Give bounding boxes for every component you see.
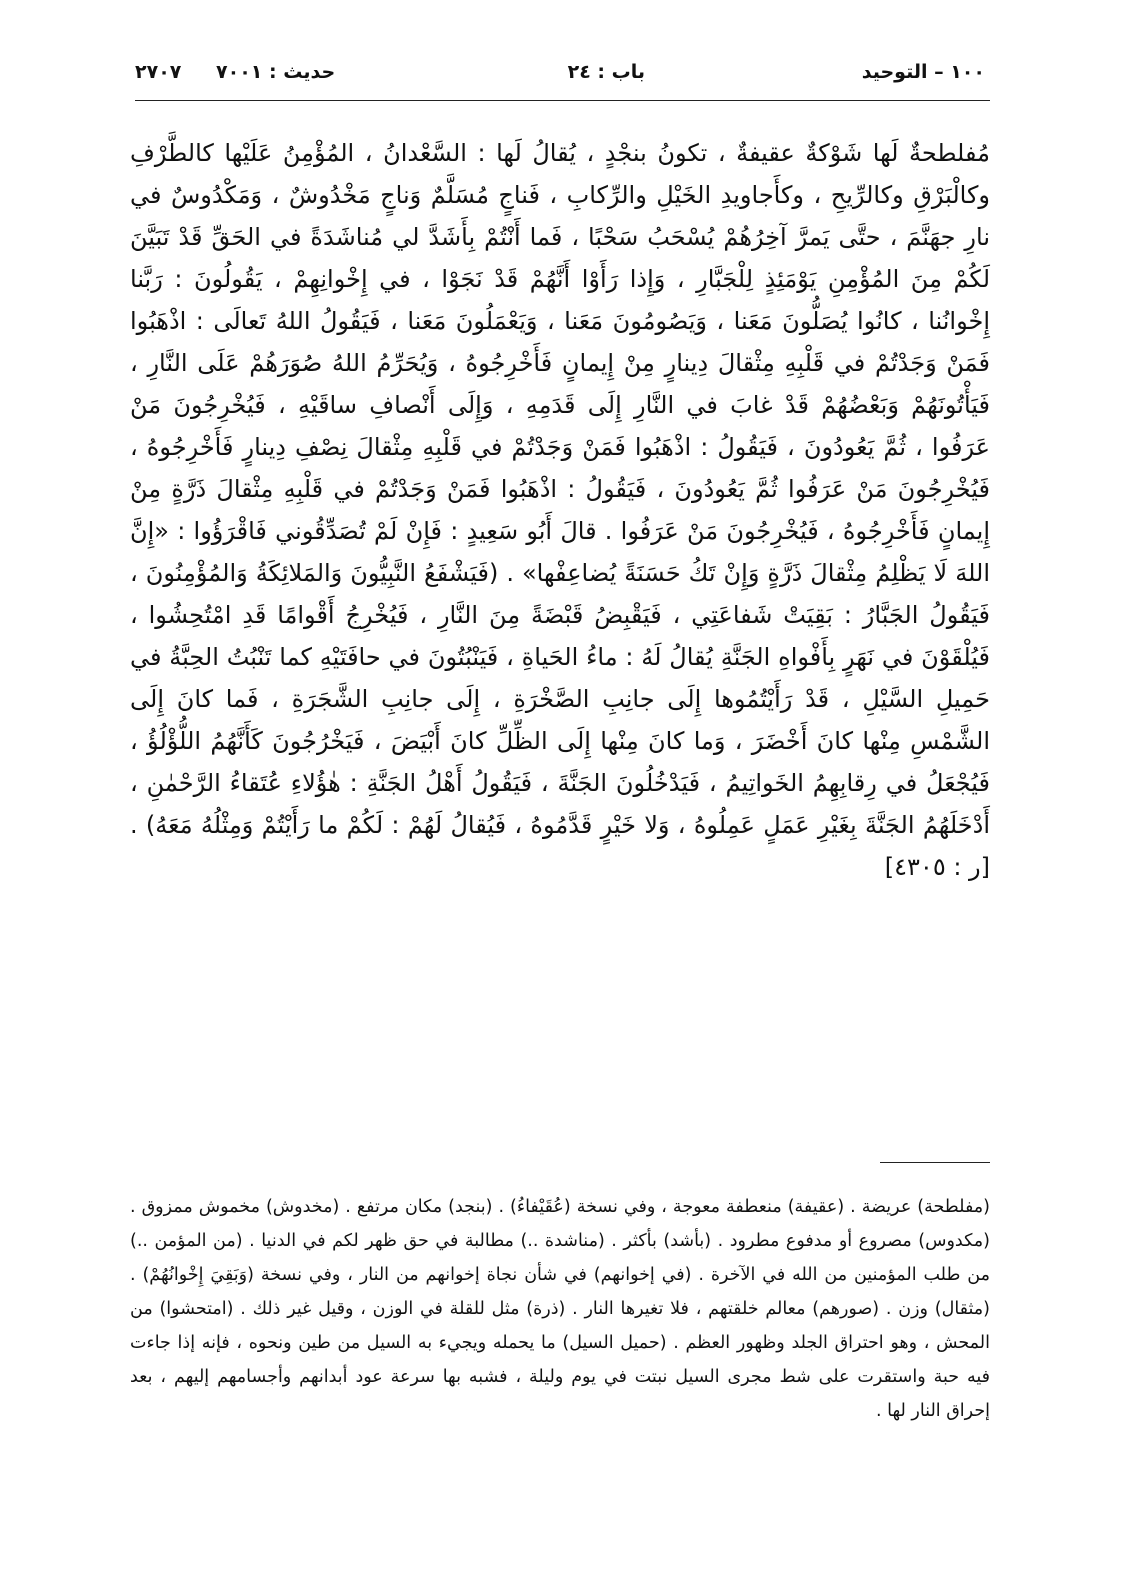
hadith-text: مُفلطحةٌ لَها شَوْكةٌ عقيفةٌ ، تكونُ بنجْدٍ ، يُقالُ لَها : السَّعْدانُ ، المُؤْمِنُ عَلَيْها كالطَّرْفِ وكالْبَرْقِ وكالرِّيحِ ، وكأَجاويدِ الخَيْلِ والرِّكابِ ، فَناجٍ مُسَلَّمٌ وَناجٍ مَخْدُوشٌ ، وَمَكْدُوسٌ في نارِ جهَنَّمَ ، حتَّى يَمرَّ آخِرُهُمْ يُسْحَبُ سَحْبًا ، فَما أَنْتُمْ بِأَشَدَّ لي مُناشَدَةً في الحَقِّ قَدْ تَبَيَّنَ لَكُمْ مِنَ المُؤْمِنِ يَوْمَئِذٍ لِلْجَبَّارِ ، وَإِذا رَأَوْا أَنَّهُمْ قَدْ نَجَوْا ، في إِخْوانِهِمْ ، يَقُولُونَ : رَبَّنا إِخْوانُنا ، كانُوا يُصَلُّونَ مَعَنا ، وَيَصُومُونَ مَعَنا ، وَيَعْمَلُونَ مَعَنا ، فَيَقُولُ اللهُ تَعالَى : اذْهَبُوا فَمَنْ وَجَدْتُمْ في قَلْبِهِ مِثْقالَ دِينارٍ مِنْ إِيمانٍ فَأَخْرِجُوهُ ، وَيُحَرِّمُ اللهُ صُوَرَهُمْ عَلَى النَّارِ ، فَيَأْتُونَهُمْ وَبَعْضُهُمْ قَدْ غابَ في النَّارِ إِلَى قَدَمِهِ ، وَإِلَى أَنْصافِ ساقَيْهِ ، فَيُخْرِجُونَ مَنْ عَرَفُوا ، ثُمَّ يَعُودُونَ ، فَيَقُولُ : اذْهَبُوا فَمَنْ وَجَدْتُمْ في قَلْبِهِ مِثْقالَ نِصْفِ دِينارٍ فَأَخْرِجُوهُ ، فَيُخْرِجُونَ مَنْ عَرَفُوا ثُمَّ يَعُودُونَ ، فَيَقُولُ : اذْهَبُوا فَمَنْ وَجَدْتُمْ في قَلْبِهِ مِثْقالَ ذَرَّةٍ مِنْ إِيمانٍ فَأَخْرِجُوهُ ، فَيُخْرِجُونَ مَنْ عَرَفُوا . قالَ أَبُو سَعِيدٍ : فَإِنْ لَمْ تُصَدِّقُوني فَاقْرَؤُوا : «إِنَّ اللهَ لَا يَظْلِمُ مِثْقالَ ذَرَّةٍ وَإِنْ تَكُ حَسَنَةً يُضاعِفْها» . (فَيَشْفَعُ النَّبِيُّونَ وَالمَلائِكَةُ وَالمُؤْمِنُونَ ، فَيَقُولُ الجَبَّارُ : بَقِيَتْ شَفاعَتِي ، فَيَقْبِضُ قَبْضَةً مِنَ النَّارِ ، فَيُخْرِجُ أَقْوامًا قَدِ امْتُحِشُوا ، فَيُلْقَوْنَ في نَهَرٍ بِأَفْواهِ الجَنَّةِ يُقالُ لَهُ : ماءُ الحَياةِ ، فَيَنْبُتُونَ في حافَتَيْهِ كما تَنْبُتُ الحِبَّةُ في حَمِيلِ السَّيْلِ ، قَدْ رَأَيْتُمُوها إِلَى جانِبِ الصَّخْرَةِ ، إِلَى جانِبِ الشَّجَرَةِ ، فَما كانَ إِلَى الشَّمْسِ مِنْها كانَ أَخْضَرَ ، وَما كانَ مِنْها إِلَى الظِّلِّ كانَ أَبْيَضَ ، فَيَخْرُجُونَ كَأَنَّهُمُ اللُّؤْلُؤُ ، فَيُجْعَلُ في رِقابِهِمُ الخَواتِيمُ ، فَيَدْخُلُونَ الجَنَّةَ ، فَيَقُولُ أَهْلُ الجَنَّةِ : هٰؤُلاءِ عُتَقاءُ الرَّحْمٰنِ ، أَدْخَلَهُمُ الجَنَّةَ بِغَيْرِ عَمَلٍ عَمِلُوهُ ، وَلا خَيْرٍ قَدَّمُوهُ ، فَيُقالُ لَهُمْ : لَكُمْ ما رَأَيْتُمْ وَمِثْلُهُ مَعَهُ) . [ر : ٤٣٠٥]: [130, 139, 990, 881]
chapter-label: باب : ٢٤: [567, 61, 645, 83]
hadith-reference: [135, 61, 335, 83]
hadith-number: حديث : ٧٠٠١: [216, 61, 336, 83]
footnote-divider: [880, 1162, 990, 1163]
running-header: [135, 55, 985, 95]
footnotes: (مفلطحة) عريضة . (عقيفة) منعطفة معوجة ، وفي نسخة (عُقَيْفاءُ) . (بنجد) مكان مرتفع . (مخدوش) مخموش ممزوق . (مكدوس) مصروع أو مدفوع مطرود . (بأشد) بأكثر . (مناشدة ..) مطالبة في حق ظهر لكم في الدنيا . (من المؤمن ..) من طلب المؤمنين من الله في الآخرة . (في إخوانهم) في شأن نجاة إخوانهم من النار ، وفي نسخة (وَبَقِيَ إِخْوانُهُمْ) . (مثقال) وزن . (صورهم) معالم خلقتهم ، فلا تغيرها النار . (ذرة) مثل للقلة في الوزن ، وقيل غير ذلك . (امتحشوا) من المحش ، وهو احتراق الجلد وظهور العظم . (حميل السيل) ما يحمله ويجيء به السيل من طين ونحوه ، فإنه إذا جاءت فيه حبة واستقرت على شط مجرى السيل نبتت في يوم وليلة ، فشبه بها سرعة عود أبدانهم وأجسامهم إليهم ، بعد إحراق النار لها .: [130, 1197, 990, 1421]
book-title: ١٠٠ – التوحيد: [861, 61, 985, 83]
page-number: ٢٧٠٧: [135, 61, 182, 83]
header-divider: [135, 100, 990, 101]
